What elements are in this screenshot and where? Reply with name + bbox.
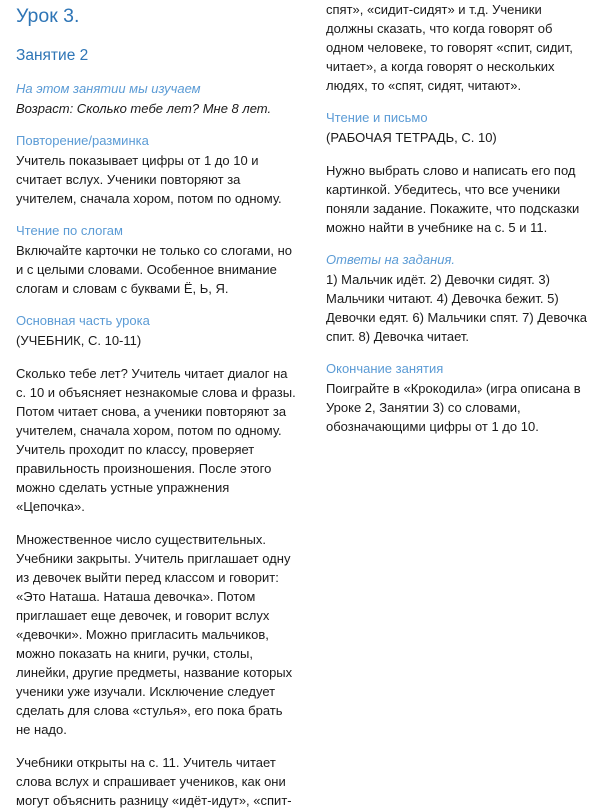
left-column (16, 0, 296, 810)
intro-heading: На этом занятии мы изучаем (16, 81, 201, 96)
reading-text: Нужно выбрать слово и написать его под картинкой. Убедитесь, что все ученики поняли задание. Покажите, что подсказки можно найти в учебнике на с. 5 и 11. (326, 163, 580, 235)
review-heading: Повторение/разминка (16, 133, 149, 148)
ending-text: Поиграйте в «Крокодила» (игра описана в Уроке 2, Занятии 3) со словами, обозначающими цифры от 1 до 10. (326, 381, 581, 434)
reading-ref: (РАБОЧАЯ ТЕТРАДЬ, С. 10) (326, 130, 497, 145)
syllables-heading: Чтение по слогам (16, 223, 123, 238)
continued-text: спят», «сидит-сидят» и т.д. Ученики должны сказать, что когда говорят об одном человеке, то говорят «спит, сидит, читает», а когда говорят о нескольких людях, то «спят, сидят, читают». (326, 2, 573, 93)
reading-heading: Чтение и письмо (326, 110, 428, 125)
ending-heading: Окончание занятия (326, 361, 444, 376)
intro-text: Возраст: Сколько тебе лет? Мне 8 лет. (16, 101, 272, 116)
main-paragraph-3: Учебники открыты на с. 11. Учитель читает слова вслух и спрашивает учеников, как они могут объяснить разницу «идёт-идут», «спит- (16, 755, 292, 808)
answers-text: 1) Мальчик идёт. 2) Девочки сидят. 3) Мальчики читают. 4) Девочка бежит. 5) Девочки едят. 6) Мальчики спят. 7) Девочка спит. 8) Девочка читает. (326, 272, 588, 344)
main-heading: Основная часть урока (16, 313, 150, 328)
answers-heading: Ответы на задания. (326, 252, 456, 267)
main-ref: (УЧЕБНИК, С. 10-11) (16, 333, 142, 348)
right-column (326, 0, 592, 436)
syllables-text: Включайте карточки не только со слогами, но и с целыми словами. Особенное внимание слогам и словам с буквами Ё, Ь, Я. (16, 243, 292, 296)
session-title: Занятие 2 (16, 47, 89, 64)
review-text: Учитель показывает цифры от 1 до 10 и считает вслух. Ученики повторяют за учителем, сначала хором, потом по одному. (16, 153, 282, 206)
main-paragraph-1: Сколько тебе лет? Учитель читает диалог на с. 10 и объясняет незнакомые слова и фразы. Потом читает снова, а ученики повторяют за учителем, сначала хором, потом по одному. Учитель проходит по классу, проверяет правильность произношения. После этого можно сделать устные упражнения «Цепочка». (16, 366, 296, 514)
main-paragraph-2: Множественное число существительных. Учебники закрыты. Учитель приглашает одну из девочек выйти перед классом и говорит: «Это Наташа. Наташа девочка». Потом приглашает еще девочек, и говорит вслух «девочки». Можно пригласить мальчиков, можно показать на книги, ручки, столы, линейки, другие предметы, название которых ученики уже изучали. Исключение следует сделать для слова «стулья», его пока брать не надо. (16, 532, 293, 737)
lesson-title: Урок 3. (16, 5, 80, 27)
